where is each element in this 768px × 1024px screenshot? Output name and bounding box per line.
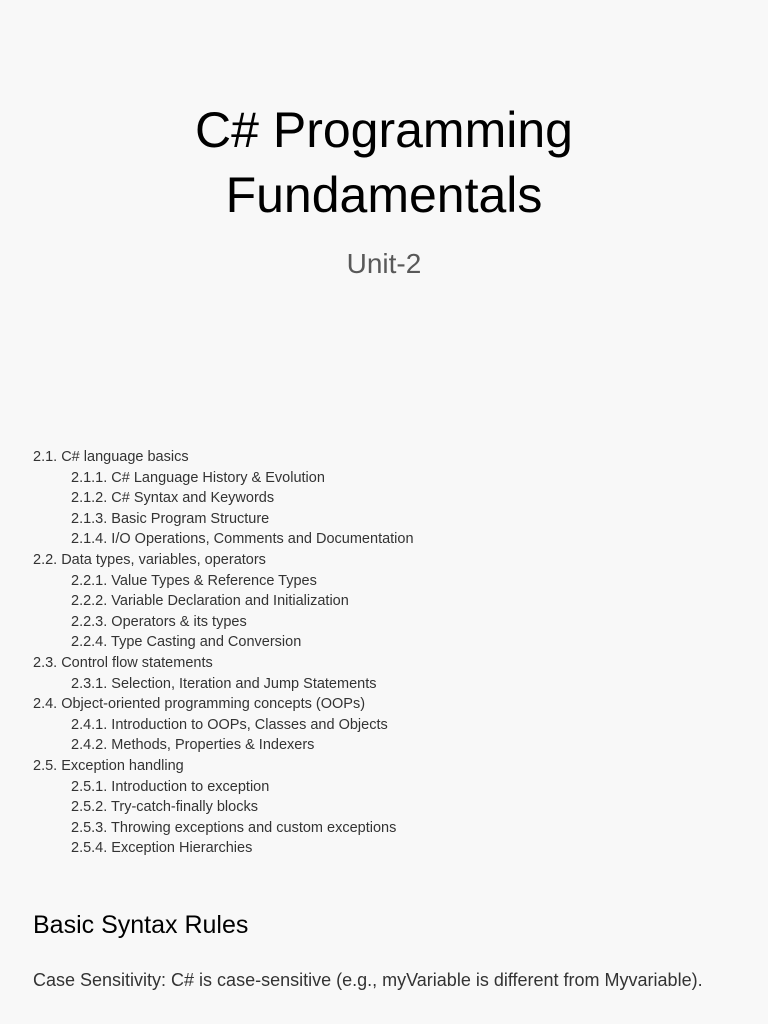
toc-item: 2.5. Exception handling [33,757,184,774]
toc-subitem: 2.2.3. Operators & its types [71,613,247,630]
section-heading: Basic Syntax Rules [33,911,249,939]
toc-subitem: 2.3.1. Selection, Iteration and Jump Statements [71,675,377,692]
toc-subitem: 2.5.1. Introduction to exception [71,778,270,795]
toc-subitem: 2.5.4. Exception Hierarchies [71,840,253,857]
toc-subitem: 2.4.2. Methods, Properties & Indexers [71,737,315,754]
toc-subitem: 2.2.4. Type Casting and Conversion [71,634,302,651]
title-line-1: C# Programming [195,102,573,158]
section-paragraph: Case Sensitivity: C# is case-sensitive (e.g., myVariable is different from Myvariable). [33,970,703,990]
toc-subitem: 2.4.1. Introduction to OOPs, Classes and Objects [71,716,388,733]
page-title [0,98,768,228]
toc-subitem: 2.1.4. I/O Operations, Comments and Documentation [71,531,414,548]
toc-subitem: 2.2.1. Value Types & Reference Types [71,572,317,589]
title-line-2: Fundamentals [225,167,543,223]
toc-item: 2.4. Object-oriented programming concepts (OOPs) [33,696,366,713]
toc-subitem: 2.5.3. Throwing exceptions and custom exceptions [71,819,397,836]
page-subtitle: Unit-2 [346,248,422,279]
toc-subitem: 2.1.2. C# Syntax and Keywords [71,490,275,507]
toc-item: 2.3. Control flow statements [33,654,213,671]
toc-item: 2.1. C# language basics [33,449,189,465]
toc-subitem: 2.1.1. C# Language History & Evolution [71,469,325,486]
toc-item: 2.2. Data types, variables, operators [33,551,266,568]
toc-subitem: 2.1.3. Basic Program Structure [71,510,270,527]
toc-subitem: 2.5.2. Try-catch-finally blocks [71,799,258,816]
toc-subitem: 2.2.2. Variable Declaration and Initialization [71,593,349,610]
table-of-contents [33,447,414,859]
